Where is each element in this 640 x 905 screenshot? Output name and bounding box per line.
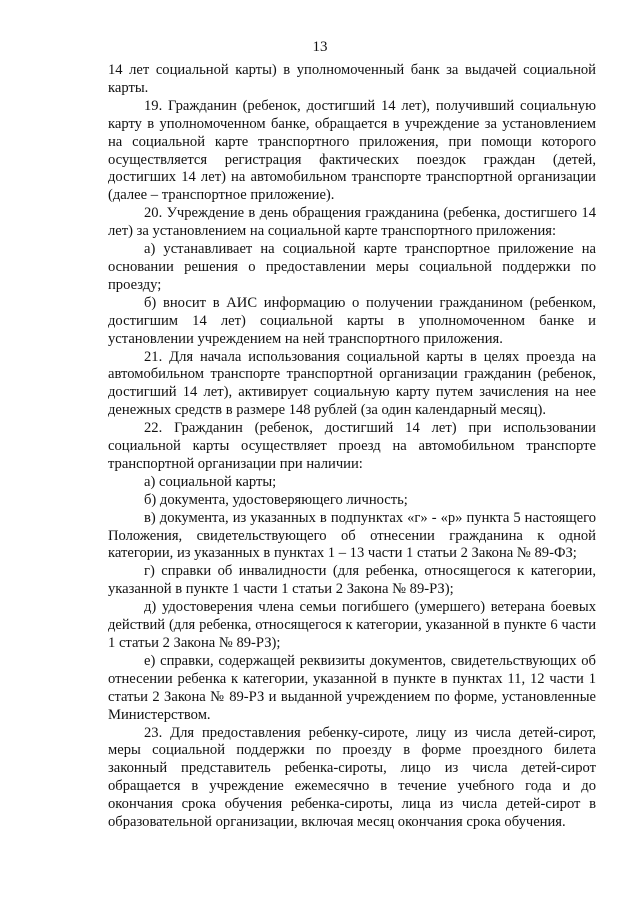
paragraph-clause-20-b: б) вносит в АИС информацию о получении гражданином (ребенком, достигшим 14 лет) социальной карты в уполномоченном банке и установлении учреждением на ней транспортного приложения.	[108, 294, 596, 347]
paragraph-clause-22-v: в) документа, из указанных в подпунктах «г» - «р» пункта 5 настоящего Положения, свидетельствующего об отнесении гражданина к одной категории, из указанных в пунктах 1 – 13 части 1 статьи 2 Закона № 89-ФЗ;	[108, 509, 596, 562]
paragraph-clause-22: 22. Гражданин (ребенок, достигший 14 лет) при использовании социальной карты осуществляет проезд на автомобильном транспорте транспортной организации при наличии:	[108, 420, 596, 472]
paragraph-clause-21: 21. Для начала использования социальной карты в целях проезда на автомобильном транспорте транспортной организации гражданин (ребенок, достигший 14 лет), активирует социальную карту путем зачисления на нее денежных средств в размере 148 рублей (за один календарный месяц).	[108, 348, 596, 419]
paragraph-clause-19: 19. Гражданин (ребенок, достигший 14 лет), получивший социальную карту в уполномоченном банке, обращается в учреждение за установлением на социальной карте транспортного приложения, при помощи которого осуществляется регистрация фактических поездок граждан (детей, достигших 14 лет) на автомобильном транспорте транспортной организации (далее – транспортное приложение).	[108, 97, 596, 204]
paragraph-clause-22-e: е) справки, содержащей реквизиты документов, свидетельствующих об отнесении ребенка к категории, указанной в пункте в пунктах 11, 12 части 1 статьи 2 Закона № 89-РЗ и выданной учреждением по форме, установленные Министерством.	[108, 652, 596, 723]
paragraph-clause-22-d: д) удостоверения члена семьи погибшего (умершего) ветерана боевых действий (для ребенка, относящегося к категории, указанной в пункте 6 части 1 статьи 2 Закона № 89-РЗ);	[108, 599, 596, 651]
paragraph-clause-22-a: а) социальной карты;	[144, 473, 277, 490]
paragraph-clause-23: 23. Для предоставления ребенку-сироте, лицу из числа детей-сирот, меры социальной поддержки по проезду в форме проездного билета законный представитель ребенка-сироты, лицо из числа детей-сирот обращается в учреждение ежемесячно в течение учебного года и до окончания срока обучения ребенка-сироты, лица из числа детей-сирот в образовательной организации, включая месяц окончания срока обучения.	[108, 724, 596, 831]
paragraph-clause-22-b: б) документа, удостоверяющего личность;	[144, 491, 408, 508]
paragraph-clause-20-a: а) устанавливает на социальной карте транспортное приложение на основании решения о предоставлении меры социальной поддержки по проезду;	[108, 241, 596, 293]
paragraph-clause-22-g: г) справки об инвалидности (для ребенка, относящегося к категории, указанной в пункте 1 части 1 статьи 2 Закона № 89-РЗ);	[108, 563, 596, 598]
page-number: 13	[312, 39, 328, 55]
paragraph-clause-20: 20. Учреждение в день обращения гражданина (ребенка, достигшего 14 лет) за установлением на социальной карте транспортного приложения:	[108, 205, 596, 240]
paragraph-continuation: 14 лет социальной карты) в уполномоченный банк за выдачей социальной карты.	[108, 62, 596, 96]
document-body	[108, 62, 596, 832]
